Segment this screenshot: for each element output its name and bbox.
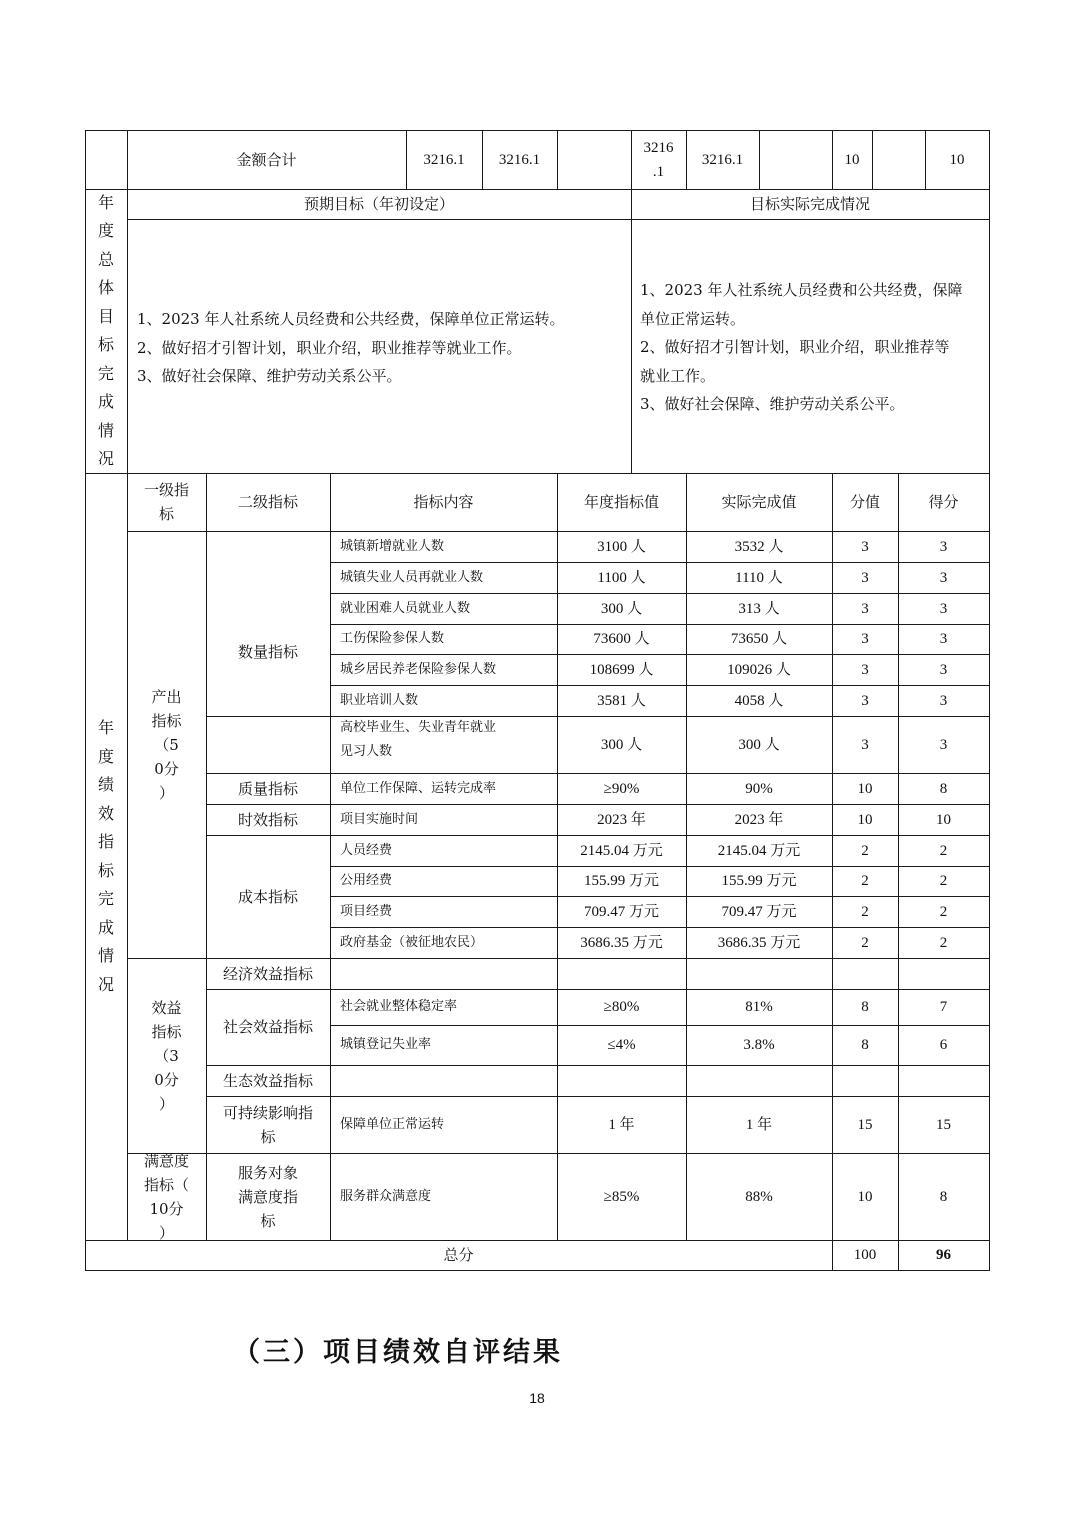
indicator-content: 公用经费 <box>340 873 393 888</box>
indicator-score <box>832 1065 898 1096</box>
header-score: 分值 <box>849 493 880 511</box>
indicator-target: ≥90% <box>603 780 640 797</box>
indicator-target: ≥85% <box>603 1188 640 1205</box>
header-target: 年度指标值 <box>583 493 659 511</box>
header-level2: 二级指标 <box>237 493 298 511</box>
indicator-score: 10 <box>857 1188 873 1205</box>
indicator-actual: 109026 人 <box>727 661 791 678</box>
indicator-target: 2023 年 <box>597 811 646 828</box>
indicator-actual: 2023 年 <box>734 811 784 828</box>
indicator-target: 300 人 <box>600 600 643 617</box>
indicator-score: 2 <box>861 842 869 859</box>
goal-side-label: 年 度 总 体 目 标 完 成 情 况 <box>97 192 114 468</box>
total-label: 总分 <box>443 1246 474 1264</box>
indicator-content: 工伤保险参保人数 <box>340 631 445 646</box>
indicator-earned <box>898 958 989 989</box>
indicator-earned: 3 <box>939 631 948 647</box>
indicator-score: 10 <box>857 811 873 828</box>
indicator-content: 职业培训人数 <box>340 692 419 708</box>
amount-value <box>872 130 925 189</box>
indicator-content: 保障单位正常运转 <box>340 1116 445 1132</box>
economic-benefit-indicator: 经济效益指标 <box>222 964 313 983</box>
indicator-actual: 1110 人 <box>735 569 783 586</box>
indicator-actual: 4058 人 <box>734 692 784 709</box>
social-benefit-indicator: 社会效益指标 <box>222 1018 313 1036</box>
table-rule <box>127 219 990 220</box>
table-rule <box>85 1270 990 1271</box>
header-content: 指标内容 <box>413 493 474 511</box>
indicator-content: 服务群众满意度 <box>340 1188 432 1204</box>
indicator-actual: 81% <box>745 999 773 1015</box>
header-actual: 实际完成值 <box>721 493 797 511</box>
indicator-earned: 15 <box>936 1116 951 1133</box>
actual-goal-text: 1、2023 年人社系统人员经费和公共经费，保障 单位正常运转。 2、做好招才引智计划，职业介绍，职业推荐等 就业工作。 3、做好社会保障、维护劳动关系公平。 <box>640 281 963 413</box>
indicator-content: 就业困难人员就业人数 <box>340 600 471 616</box>
indicator-target: 1 年 <box>608 1116 635 1133</box>
indicator-target: 3581 人 <box>597 692 646 709</box>
amount-value: 3216.1 <box>498 151 541 168</box>
indicator-score: 3 <box>861 692 869 709</box>
indicator-actual: 2145.04 万元 <box>717 842 801 859</box>
indicator-actual: 313 人 <box>738 600 780 617</box>
indicator-actual: 300 人 <box>738 736 780 753</box>
sustainable-impact-indicator: 可持续影响指 标 <box>222 1103 313 1146</box>
total-earned: 96 <box>936 1247 951 1263</box>
amount-value: 10 <box>949 151 965 168</box>
indicator-actual: 73650 人 <box>730 631 788 647</box>
indicator-content: 社会就业整体稳定率 <box>340 999 458 1014</box>
page-number: 18 <box>529 1390 545 1406</box>
table-rule <box>85 130 86 190</box>
quantity-indicator: 数量指标 <box>237 643 298 661</box>
indicator-target: 155.99 万元 <box>583 873 659 889</box>
amount-total-label: 金额合计 <box>236 150 297 169</box>
output-indicator-group: 产出 指标 （5 0分 ） <box>151 687 182 802</box>
indicator-score: 3 <box>861 569 869 586</box>
indicator-content <box>330 1065 557 1096</box>
indicator-actual: 3532 人 <box>734 538 784 555</box>
indicator-actual: 3686.35 万元 <box>717 934 801 951</box>
indicator-content: 政府基金（被征地农民） <box>340 934 484 950</box>
table-rule <box>127 189 128 474</box>
amount-value: 3216.1 <box>423 151 465 168</box>
indicator-actual <box>686 1065 832 1096</box>
indicator-score: 3 <box>861 736 869 753</box>
indicator-content: 项目经费 <box>340 903 393 919</box>
indicator-earned: 2 <box>939 842 948 859</box>
indicator-target: 108699 人 <box>589 661 654 678</box>
indicator-content: 单位工作保障、运转完成率 <box>340 780 497 796</box>
indicator-score: 2 <box>861 873 869 889</box>
amount-value <box>759 130 832 189</box>
indicator-target: ≥80% <box>603 999 640 1015</box>
indicator-earned <box>898 1065 989 1096</box>
indicator-score: 2 <box>861 903 869 920</box>
indicator-target <box>557 958 686 989</box>
timeliness-indicator: 时效指标 <box>237 810 298 829</box>
expected-goal-header: 预期目标（年初设定） <box>303 195 454 213</box>
indicator-content: 人员经费 <box>340 842 393 858</box>
indicator-target: 300 人 <box>600 736 643 753</box>
indicator-score: 2 <box>861 934 869 951</box>
header-level1: 一级指 标 <box>143 481 189 523</box>
indicator-target: 3686.35 万元 <box>580 934 663 951</box>
indicator-earned: 8 <box>939 780 948 797</box>
expected-goal-text: 1、2023 年人社系统人员经费和公共经费，保障单位正常运转。 2、做好招才引智计划，职业介绍，职业推荐等就业工作。 3、做好社会保障、维护劳动关系公平。 <box>137 310 565 385</box>
indicator-content: 高校毕业生、失业青年就业 见习人数 <box>340 720 497 759</box>
amount-value: 3216.1 <box>701 151 744 168</box>
satisfaction-indicator-group: 满意度 指标（ 10分 ） <box>143 1151 189 1242</box>
indicator-actual: 709.47 万元 <box>721 903 797 920</box>
indicator-side-label: 年 度 绩 效 指 标 完 成 情 况 <box>97 718 114 994</box>
indicator-target <box>557 1065 686 1096</box>
indicator-earned: 2 <box>939 934 948 951</box>
indicator-score: 3 <box>861 661 869 678</box>
amount-value <box>557 130 631 189</box>
indicator-earned: 3 <box>939 600 948 617</box>
indicator-score: 3 <box>861 600 869 617</box>
indicator-earned: 3 <box>939 736 948 753</box>
amount-value: 10 <box>844 151 860 168</box>
indicator-earned: 3 <box>939 538 948 555</box>
amount-value: 3216 .1 <box>643 139 674 180</box>
indicator-target: ≤4% <box>607 1037 636 1053</box>
table-rule <box>989 130 990 190</box>
indicator-earned: 7 <box>939 999 948 1015</box>
indicator-actual: 88% <box>745 1188 773 1205</box>
indicator-earned: 10 <box>936 811 951 828</box>
indicator-content: 城乡居民养老保险参保人数 <box>340 661 497 677</box>
indicator-earned: 6 <box>939 1037 948 1053</box>
indicator-actual: 155.99 万元 <box>721 873 797 889</box>
indicator-content: 城镇新增就业人数 <box>340 538 445 554</box>
quality-indicator: 质量指标 <box>237 779 298 798</box>
indicator-earned: 3 <box>939 692 948 709</box>
service-satisfaction-indicator: 服务对象 满意度指 标 <box>237 1163 298 1230</box>
indicator-earned: 2 <box>939 903 948 920</box>
indicator-score: 8 <box>861 1037 869 1053</box>
indicator-score: 8 <box>861 999 869 1015</box>
indicator-target: 709.47 万元 <box>583 903 659 920</box>
indicator-content: 城镇登记失业率 <box>340 1037 432 1052</box>
benefit-indicator-group: 效益 指标 （3 0分 ） <box>151 998 182 1113</box>
table-rule <box>989 189 990 474</box>
total-score: 100 <box>853 1247 877 1263</box>
indicator-score: 15 <box>857 1116 873 1133</box>
indicator-score <box>832 958 898 989</box>
indicator-target: 1100 人 <box>597 569 646 586</box>
table-rule <box>631 189 632 474</box>
actual-goal-header: 目标实际完成情况 <box>749 195 870 213</box>
indicator-score: 3 <box>861 631 869 647</box>
indicator-content: 项目实施时间 <box>340 811 419 827</box>
ecological-benefit-indicator: 生态效益指标 <box>222 1071 313 1090</box>
indicator-content <box>330 958 557 989</box>
indicator-target: 3100 人 <box>597 538 646 555</box>
section-title: （三）项目绩效自评结果 <box>233 1337 563 1368</box>
indicator-score: 3 <box>861 538 869 555</box>
indicator-content: 城镇失业人员再就业人数 <box>340 569 484 585</box>
indicator-actual <box>686 958 832 989</box>
cost-indicator: 成本指标 <box>237 887 298 906</box>
indicator-target: 73600 人 <box>593 631 650 647</box>
indicator-actual: 90% <box>745 780 773 797</box>
indicator-score: 10 <box>857 780 873 797</box>
indicator-target: 2145.04 万元 <box>580 842 663 859</box>
header-earned: 得分 <box>928 493 959 511</box>
indicator-actual: 3.8% <box>743 1037 775 1053</box>
indicator-earned: 3 <box>939 569 948 586</box>
indicator-actual: 1 年 <box>745 1116 773 1133</box>
indicator-earned: 8 <box>939 1188 948 1205</box>
indicator-earned: 3 <box>939 661 948 678</box>
indicator-earned: 2 <box>939 873 948 889</box>
